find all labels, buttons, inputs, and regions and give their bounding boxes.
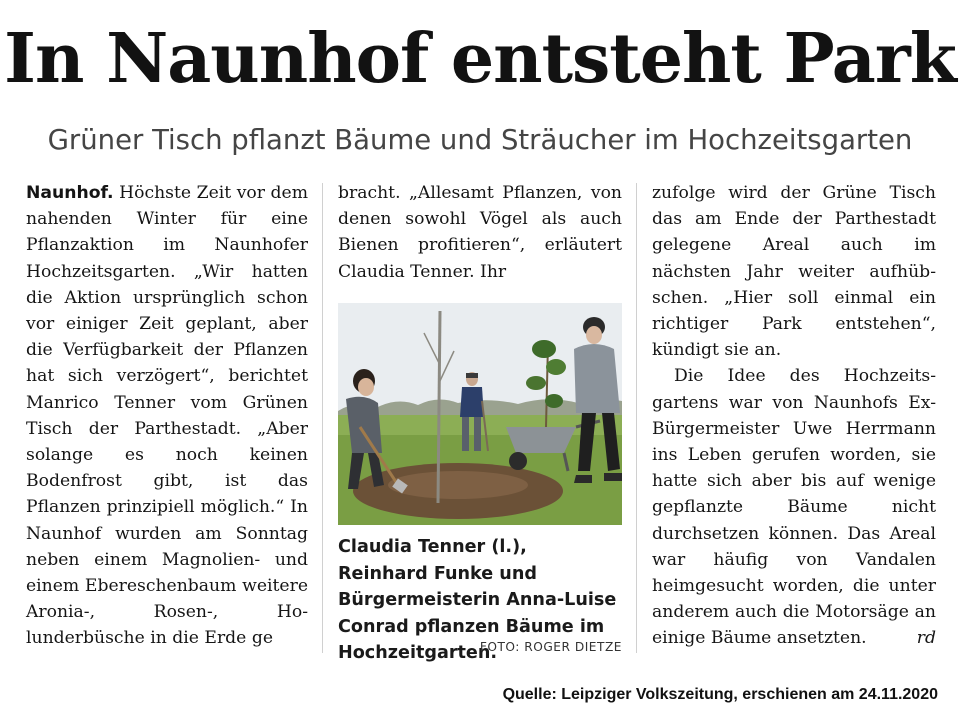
column-divider — [636, 183, 637, 653]
source-note: Quelle: Leipziger Volkszeitung, erschienen am 24.11.2020 — [502, 686, 938, 703]
column-1-text: Höchste Zeit vor dem nahenden Winter für eine Pflanzaktion im Naunhofer Hochzeitsgarten. „Wir hatten die Aktion ursprünglich schon vor einiger Zeit geplant, aber die Verfügbarkeit der Pflanzen hat sich verzögert“, berichtet Manrico Tenner vom Grünen Tisch der Parthestadt. „Aber solange es noch keinen Bodenfrost gibt, ist das Pflanzen prinzipiell möglich.“ In Naunhof wurden am Sonntag neben einem Magnolien- und einem Ebereschenbaum weitere Aronia-, Rosen-, Holunderbüsche in die Erde ge — [26, 183, 308, 649]
column-divider — [322, 183, 323, 653]
article-column-2 — [338, 180, 622, 285]
subheadline: Grüner Tisch pflanzt Bäume und Sträucher im Hochzeitsgarten — [47, 124, 913, 156]
article-column-3 — [652, 180, 936, 652]
column-3-paragraph-1: zufolge wird der Grüne Tisch das am Ende der Parthestadt gelegene Areal auch im nächsten Jahr weiter aufhübschen. „Hier soll einmal ein richtiger Park entstehen“, kündigt sie an. — [652, 183, 936, 361]
author-initials: rd — [916, 628, 936, 649]
article-column-1 — [26, 180, 308, 652]
article-photo — [338, 303, 622, 525]
dateline: Naunhof. — [26, 183, 114, 203]
photo-credit: FOTO: ROGER DIETZE — [479, 640, 622, 654]
column-3-paragraph-2-text: Die Idee des Hochzeitsgartens war von Naunhofs Ex-Bürgermeister Uwe Herrmann ins Leben gerufen worden, sie hatte sich aber bis auf wenige gepflanzte Bäume nicht durchsetzen können. Das Areal war häufig von Vandalen heimgesucht worden, die unter anderem auch die Motorsäge an einige Bäume ansetzten. — [652, 366, 936, 649]
headline: In Naunhof entsteht Park — [4, 19, 956, 99]
column-3-paragraph-2 — [652, 363, 936, 651]
photo-caption: Claudia Tenner (l.), Reinhard Funke und Bürgermeisterin Anna-Luise Conrad pflanzen Bäume im Hochzeitgarten. — [338, 537, 617, 663]
column-2-text: bracht. „Allesamt Pflanzen, von denen sowohl Vögel als auch Bienen profitieren“, erläutert Claudia Tenner. Ihr — [338, 183, 622, 282]
